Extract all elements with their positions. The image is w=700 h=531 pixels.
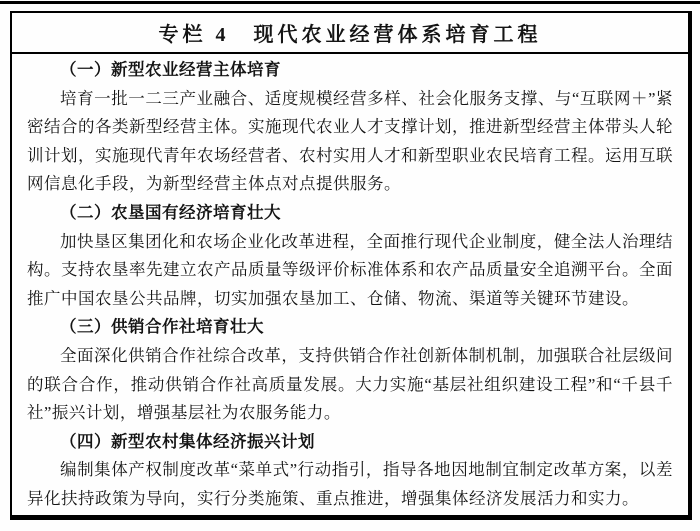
column-box-title: 专栏 4 现代农业经营体系培育工程 xyxy=(12,13,688,54)
section-2-heading: （二）农垦国有经济培育壮大 xyxy=(60,202,281,222)
section-3-heading: （三）供销合作社培育壮大 xyxy=(60,317,264,337)
page-top-rule xyxy=(0,1,700,4)
section-1-paragraph: 培育一批一二三产业融合、适度规模经营多样、社会化服务支撑、与“互联网＋”紧密结合的各类新型经营主体。实施现代农业人才支撑计划，推进新型经营主体带头人轮训计划，实施现代青年农场经营者、农村实用人才和新型职业农民培育工程。运用互联网信息化手段，为新型经营主体点对点提供服务。 xyxy=(27,88,673,194)
section-4 xyxy=(27,428,673,514)
section-4-paragraph: 编制集体产权制度改革“菜单式”行动指引，指导各地因地制宜制定改革方案，以差异化扶持政策为导向，实行分类施策、重点推进，增强集体经济发展活力和实力。 xyxy=(27,460,673,508)
section-2-paragraph: 加快垦区集团化和农场企业化改革进程，全面推行现代企业制度，健全法人治理结构。支持农垦率先建立农产品质量等级评价标准体系和农产品质量安全追溯平台。全面推广中国农垦公共品牌，切实加强农垦加工、仓储、物流、渠道等关键环节建设。 xyxy=(27,231,673,308)
section-3-paragraph: 全面深化供销合作社综合改革，支持供销合作社创新体制机制，加强联合社层级间的联合合作，推动供销合作社高质量发展。大力实施“基层社组织建设工程”和“千县千社”振兴计划，增强基层社为农服务能力。 xyxy=(27,345,673,423)
section-2 xyxy=(27,199,673,313)
section-3 xyxy=(27,313,673,427)
column-box xyxy=(10,11,692,520)
section-1-heading: （一）新型农业经营主体培育 xyxy=(60,60,281,79)
section-1 xyxy=(27,56,673,199)
column-box-body xyxy=(12,54,688,515)
section-4-heading: （四）新型农村集体经济振兴计划 xyxy=(60,431,315,451)
